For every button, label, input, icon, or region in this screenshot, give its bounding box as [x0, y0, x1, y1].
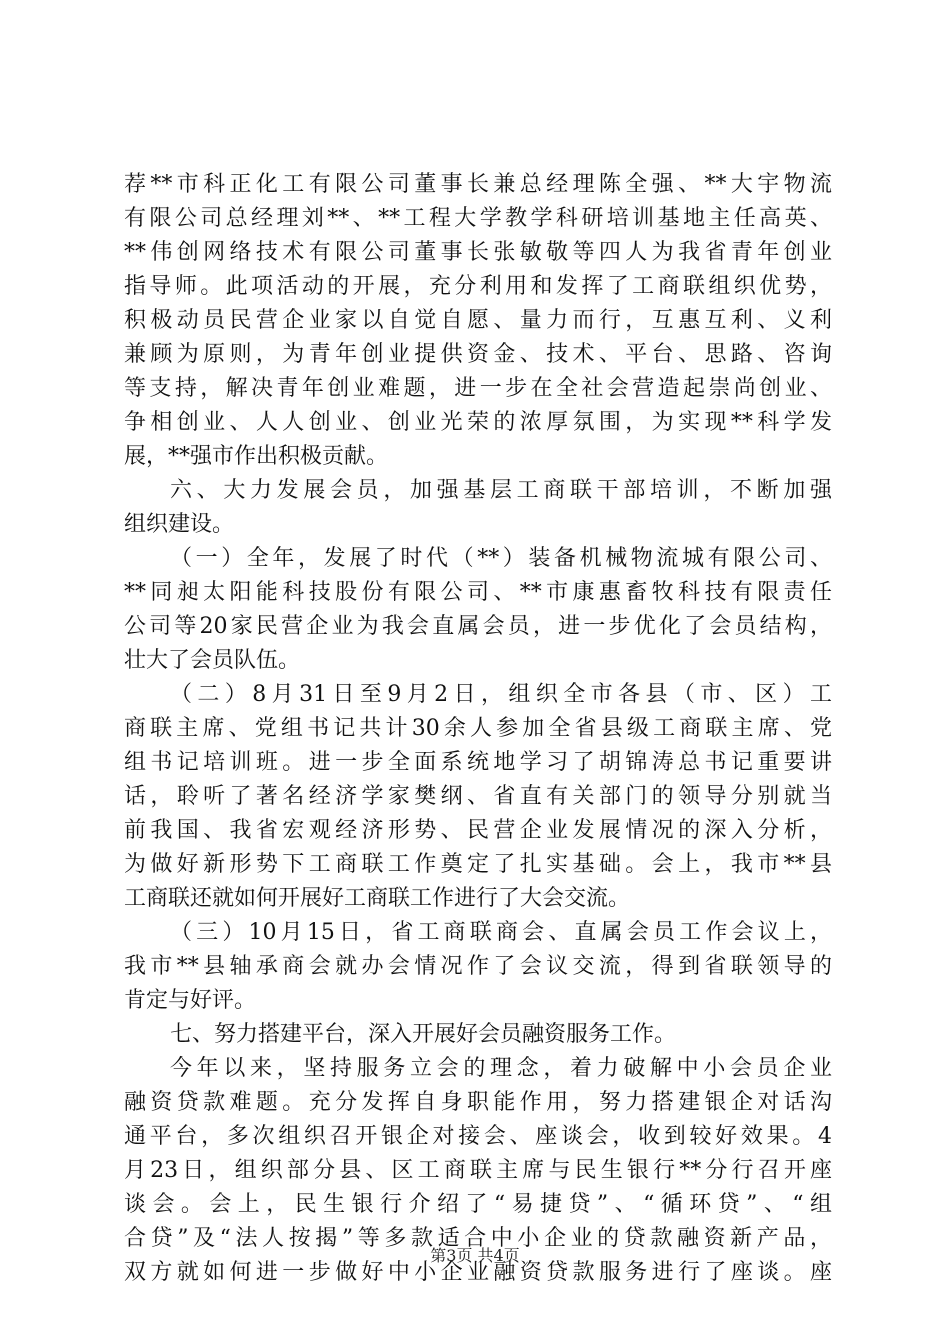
- text-line: 双方就如何进一步做好中小企业融资贷款服务进行了座谈。座: [124, 1260, 832, 1285]
- text-line: （二）8月31日至9月2日，组织全市各县（市、区）工: [170, 682, 832, 707]
- text-line: 组书记培训班。进一步全面系统地学习了胡锦涛总书记重要讲: [124, 750, 832, 775]
- text-line: 等支持，解决青年创业难题，进一步在全社会营造起崇尚创业、: [124, 376, 832, 401]
- text-line: 工商联还就如何开展好工商联工作进行了大会交流。: [124, 886, 631, 911]
- text-line: 前我国、我省宏观经济形势、民营企业发展情况的深入分析，: [124, 818, 832, 843]
- text-line: 肯定与好评。: [124, 988, 257, 1013]
- text-line: 公司等20家民营企业为我会直属会员，进一步优化了会员结构，: [124, 614, 832, 639]
- text-line: 有限公司总经理刘**、**工程大学教学科研培训基地主任高英、: [124, 206, 832, 231]
- page-footer: 第3页 共4页: [430, 1246, 520, 1265]
- text-line: 荐**市科正化工有限公司董事长兼总经理陈全强、**大宇物流: [124, 172, 832, 197]
- text-line: 兼顾为原则，为青年创业提供资金、技术、平台、思路、咨询: [124, 342, 832, 367]
- text-line: 我市**县轴承商会就办会情况作了会议交流，得到省联领导的: [124, 954, 832, 979]
- text-line: 月23日，组织部分县、区工商联主席与民生银行**分行召开座: [124, 1158, 832, 1183]
- text-line: 展，**强市作出积极贡献。: [124, 444, 389, 469]
- text-line: 为做好新形势下工商联工作奠定了扎实基础。会上，我市**县: [124, 852, 832, 877]
- text-line: 积极动员民营企业家以自觉自愿、量力而行，互惠互利、义利: [124, 308, 832, 333]
- text-line: 合贷”及“法人按揭”等多款适合中小企业的贷款融资新产品，: [124, 1226, 832, 1251]
- text-line: 指导师。此项活动的开展，充分利用和发挥了工商联组织优势，: [124, 274, 832, 299]
- text-line: 商联主席、党组书记共计30余人参加全省县级工商联主席、党: [124, 716, 832, 741]
- text-line: 融资贷款难题。充分发挥自身职能作用，努力搭建银企对话沟: [124, 1090, 832, 1115]
- text-line: 壮大了会员队伍。: [124, 648, 301, 673]
- text-line: （一）全年，发展了时代（**）装备机械物流城有限公司、: [170, 546, 832, 571]
- document-body: [124, 168, 832, 1290]
- text-line: 争相创业、人人创业、创业光荣的浓厚氛围，为实现**科学发: [124, 410, 832, 435]
- text-line: 六、大力发展会员，加强基层工商联干部培训，不断加强: [170, 478, 832, 503]
- text-line: 通平台，多次组织召开银企对接会、座谈会，收到较好效果。4: [124, 1124, 832, 1149]
- text-line: **同昶太阳能科技股份有限公司、**市康惠畜牧科技有限责任: [124, 580, 832, 605]
- text-line: 七、努力搭建平台，深入开展好会员融资服务工作。: [170, 1022, 677, 1047]
- text-line: 今年以来，坚持服务立会的理念，着力破解中小会员企业: [170, 1056, 832, 1081]
- text-line: （三）10月15日，省工商联商会、直属会员工作会议上，: [170, 920, 832, 945]
- text-line: 组织建设。: [124, 512, 235, 537]
- text-line: 话，聆听了著名经济学家樊纲、省直有关部门的领导分别就当: [124, 784, 832, 809]
- text-line: **伟创网络技术有限公司董事长张敏敬等四人为我省青年创业: [124, 240, 832, 265]
- text-line: 谈会。会上，民生银行介绍了“易捷贷”、“循环贷”、“组: [124, 1192, 832, 1217]
